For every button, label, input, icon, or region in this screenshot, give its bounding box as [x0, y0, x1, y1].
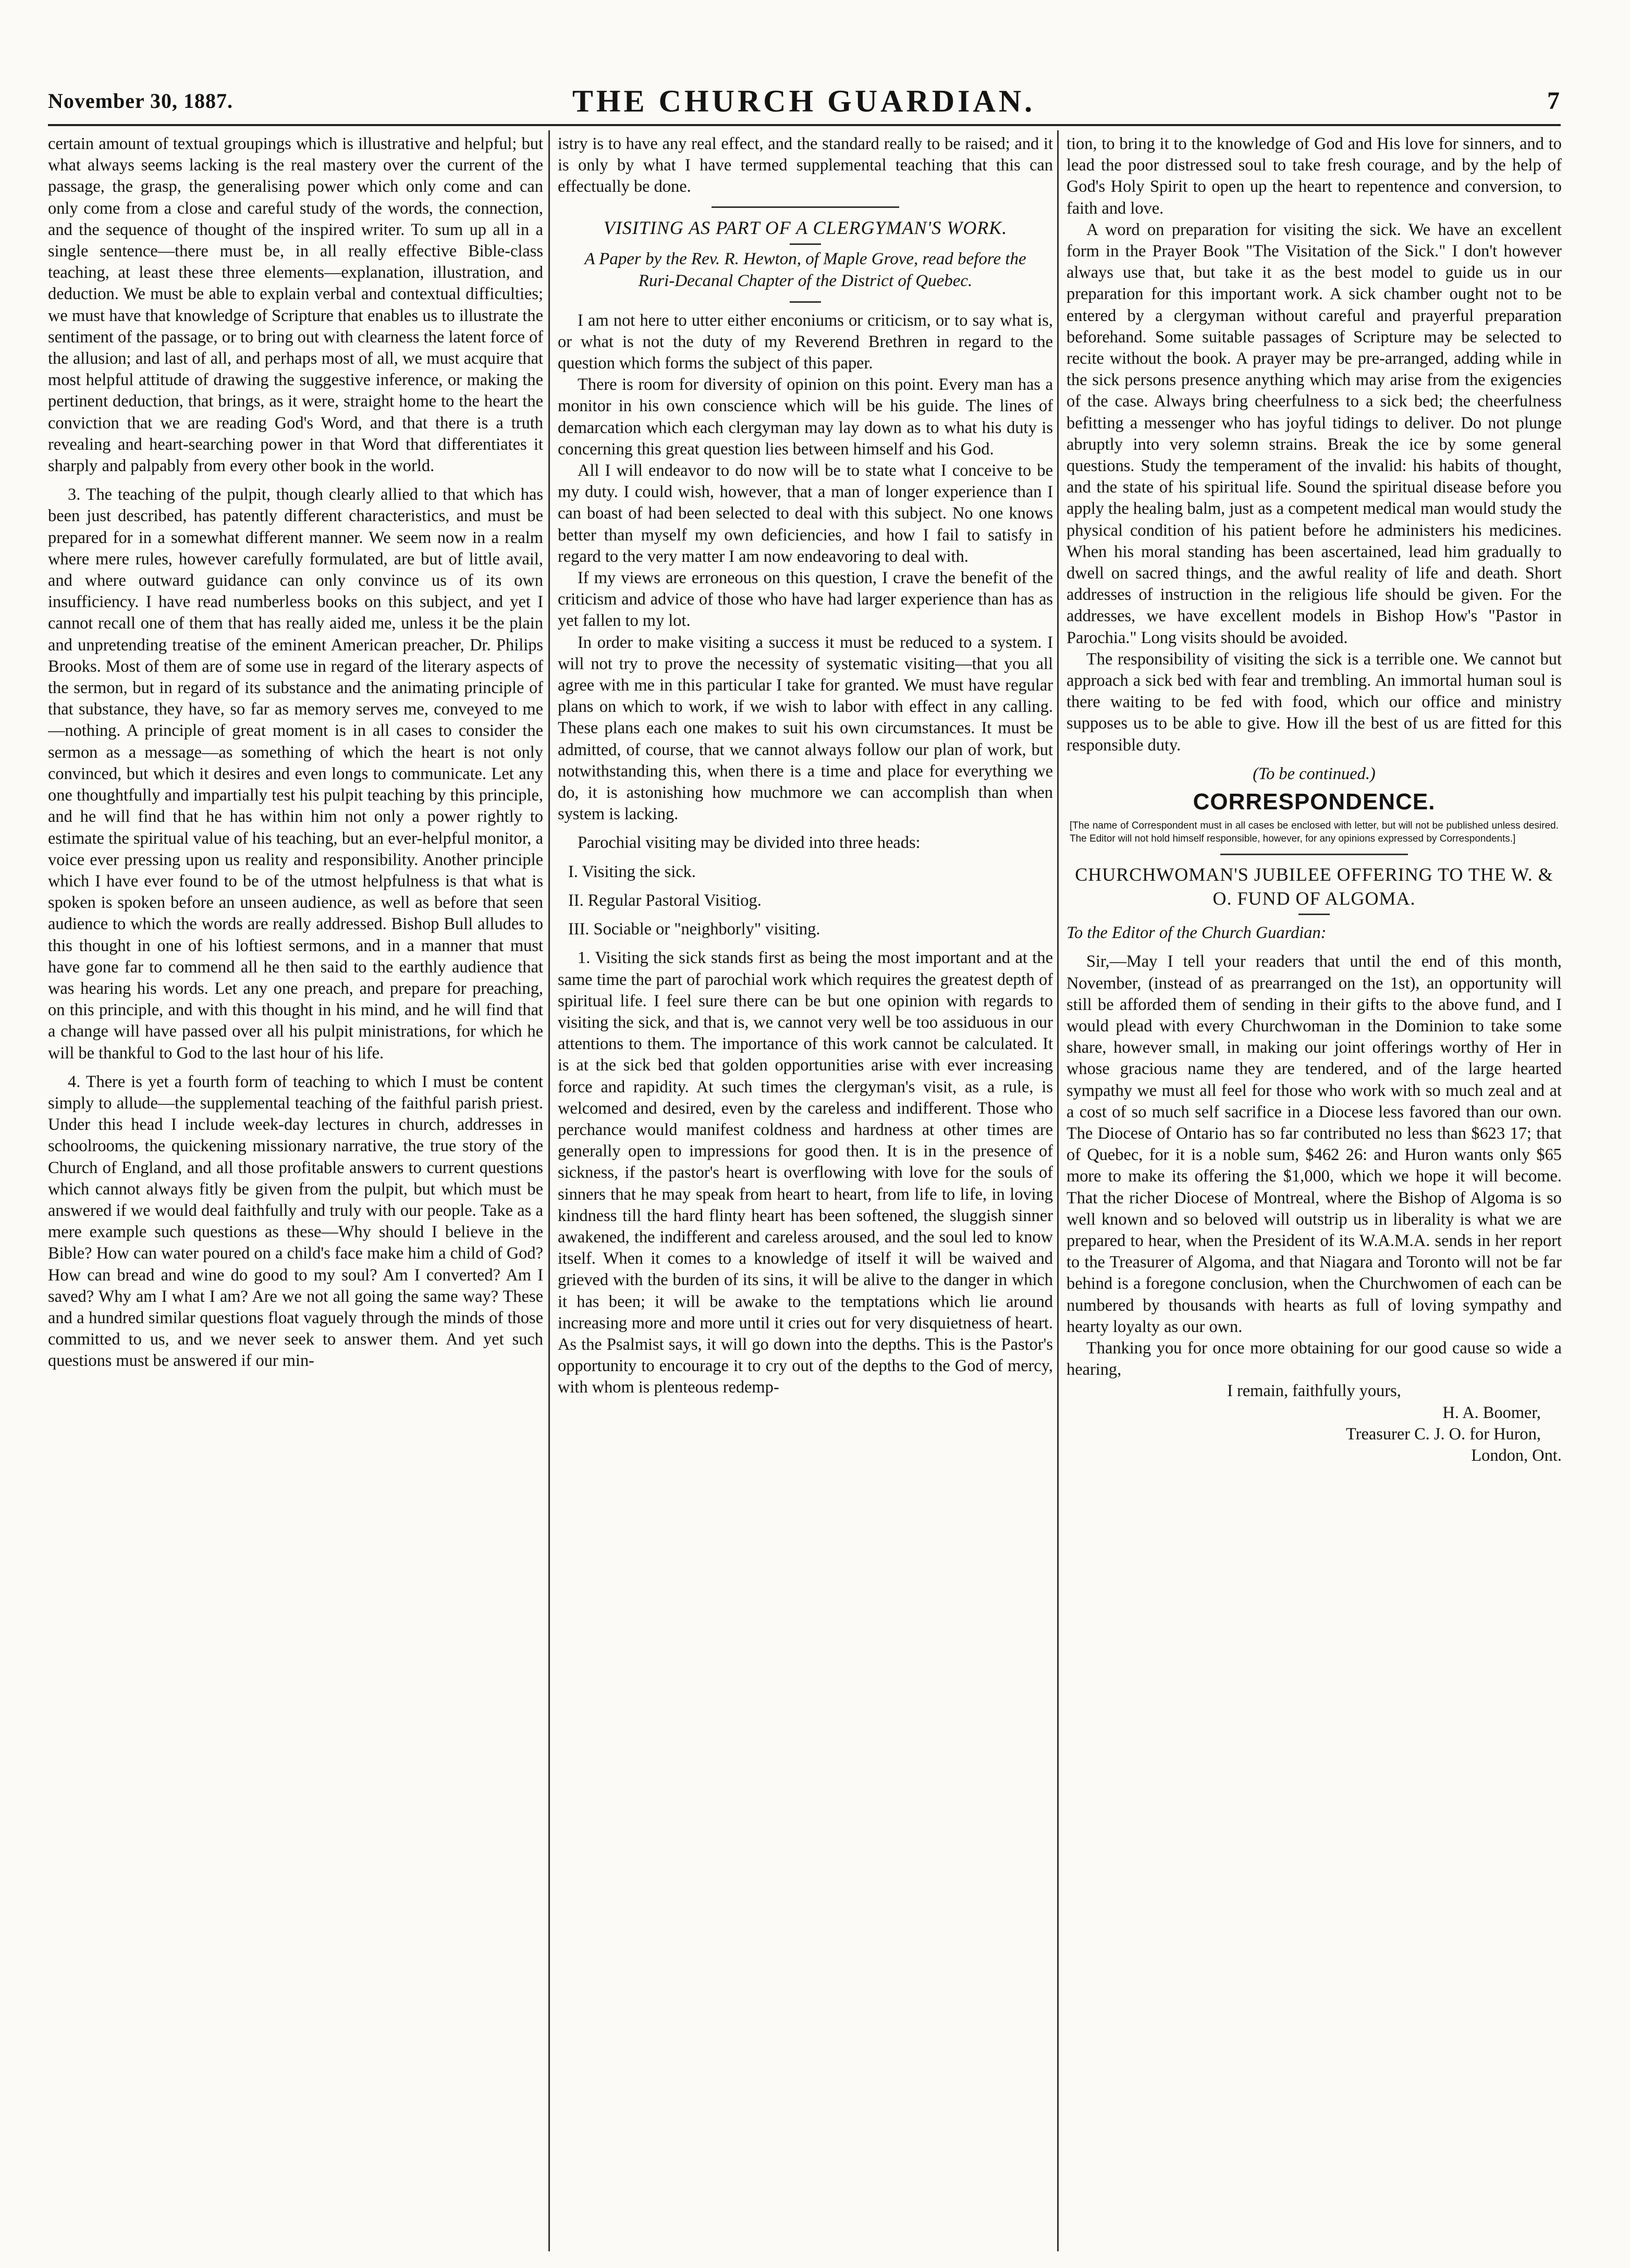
article-paragraph: The responsibility of visiting the sick is a terrible one. We cannot but approach a sick bed with fear and trembling. An immortal human soul is there waiting to be fed with food, which our office and ministry supposes us to be able to give. How ill the best of us are fitted for this responsible duty. — [1067, 649, 1562, 755]
article-paragraph: All I will endeavor to do now will be to state what I conceive to be my duty. I could wish, however, that a man of longer experience than I can boast of had been selected to deal with this subject. No one knows better than myself my own deficiencies, and how I fail to satisfy in regard to the very matter I am now endeavoring to deal with. — [558, 461, 1053, 566]
article-paragraph: A word on preparation for visiting the sick. We have an excellent form in the Prayer Book "The Visitation of the Sick." I don't however always use that, but take it as the best model to guide us in our preparation for this important work. A sick chamber ought not to be entered by a clergyman without careful and prayerful preparation beforehand. Some suitable passages of Scripture may be selected to recite without the book. A prayer may be pre-arranged, adding while in the sick persons presence anything which may arise from the exigencies of the case. Always bring cheerfulness to a sick bed; the cheerfulness befitting a messenger who has joyful tidings to deliver. Do not plunge abruptly into very solemn strains. Break the ice by some general questions. Study the temperament of the invalid: his habits of thought, and the state of his spiritual life. Sound the spiritual disease before you apply the healing balm, just as a competent medical man would study the physical condition of his patient before he administers his medicines. When his moral standing has been ascertained, lead him gradually to dwell on sacred things, and the awful reality of life and death. Short addresses of instruction in the religious life should be given. For the addresses, we have excellent models in Bishop How's "Pastor in Parochia." Long visits should be avoided. — [1067, 220, 1562, 647]
article-byline: A Paper by the Rev. R. Hewton, of Maple Grove, read before the Ruri-Decanal Chapter of the District of Quebec. — [584, 249, 1026, 290]
correspondence-heading: CORRESPONDENCE. — [1193, 789, 1436, 815]
editorial-note: [The name of Correspondent must in all cases be enclosed with letter, but will not be published unless desired. The Editor will not hold himself responsible, however, for any opinions expressed by Correspondents.] — [1070, 820, 1559, 845]
article-paragraph: 4. There is yet a fourth form of teaching to which I must be content simply to allude—the supplemental teaching of the faithful parish priest. Under this head I include week-day lectures in church, addresses in schoolrooms, the quickening missionary narrative, the true story of the Church of England, and all those profitable answers to current questions which cannot always fitly be given from the pulpit, but which must be answered if we would deal faithfully and truly with our people. Take as a mere example such questions as these—Why should I believe in the Bible? How can water poured on a child's face make him a child of God? How can bread and wine do good to my soul? Am I converted? Am I saved? Why am I what I am? Are we not all going the same way? These and a hundred similar questions float vaguely through the minds of those committed to us, and we never seek to answer them. And yet such questions must be answered if our min- — [48, 1072, 543, 1371]
letter-heading: CHURCHWOMAN'S JUBILEE OFFERING TO THE W. & O. FUND OF ALGOMA. — [1075, 864, 1553, 909]
section-rule — [712, 206, 899, 208]
article-paragraph: Sir,—May I tell your readers that until the end of this month, November, (instead of as prearranged on the 1st), an opportunity will still be afforded them of sending in their gifts to the above fund, and I would plead with every Churchwoman in the Dominion to take some share, however small, in making our joint offerings worthy of Her in whose gracious name they are tendered, and of the large hearted sympathy we must all feel for those who work with so much zeal and at a cost of so much self sacrifice in a Diocese less favored than our own. The Diocese of Ontario has so far contributed no less than $623 17; that of Quebec, for it is a noble sum, $462 26: and Huron wants only $65 more to make its offering the $1,000, which we hope it will become. That the richer Diocese of Montreal, where the Bishop of Algoma is so well known and so beloved will outstrip us in liberality is what we are prepared to hear, when the President of its W.A.M.A. sends in her report to the Treasurer of Algoma, and that Niagara and Toronto will not be far behind is a foregone conclusion, when the Churchwomen of each can be numbered by thousands with hearts as full of loving sympathy and hearty loyalty as our own. — [1067, 952, 1562, 1336]
article-paragraph: istry is to have any real effect, and the standard really to be raised; and it is only by what I have termed supplemental teaching that this can effectually be done. — [558, 134, 1053, 196]
article-paragraph: There is room for diversity of opinion on this point. Every man has a monitor in his own conscience which will be his guide. The lines of demarcation which each clergyman may lay down as to what his duty is concerning this great question lies between himself and his God. — [558, 375, 1053, 459]
page-number: 7 — [1547, 87, 1560, 115]
to-be-continued: (To be continued.) — [1253, 764, 1376, 783]
issue-date: November 30, 1887. — [48, 89, 233, 113]
article-paragraph: Parochial visiting may be divided into three heads: — [578, 833, 921, 853]
letter-salutation: To the Editor of the Church Guardian: — [1067, 923, 1327, 943]
column-divider — [1057, 130, 1059, 2251]
letter-closing: I remain, faithfully yours, — [1227, 1382, 1401, 1401]
signature-place: London, Ont. — [1471, 1446, 1562, 1465]
article-heading: VISITING AS PART OF A CLERGYMAN'S WORK. — [603, 217, 1008, 238]
masthead-rule — [48, 124, 1561, 126]
column-1 — [48, 133, 543, 2244]
heading-dash — [1298, 914, 1330, 915]
article-paragraph: certain amount of textual groupings which is illustrative and helpful; but what always seems lacking is the real mastery over the current of the passage, the grasp, the generalising power which only come and can only come from a close and careful study of the words, the connection, and the sequence of thought of the inspired writer. To sum up all in a single sentence—there must be, in all really effective Bible-class teaching, at least these three elements—explanation, illustration, and deduction. We must be able to explain verbal and contextual difficulties; we must have that knowledge of Scripture that enables us to illustrate the sentiment of the passage, or to bring out with clearness the latent force of the allusion; and last of all, and perhaps most of all, we must acquire that most helpful attitude of drawing the suggestive inference, or making the pertinent deduction, that brings, as it were, straight home to the heart the conviction that we are reading God's Word, and that there is a truth revealing and heart-searching power in that Word that differentiates it sharply and palpably from every other book in the world. — [48, 134, 543, 476]
list-item: III. Sociable or "neighborly" visiting. — [568, 920, 820, 939]
article-paragraph: tion, to bring it to the knowledge of God and His love for sinners, and to lead the poor distressed soul to take fresh courage, and by the help of God's Holy Spirit to open up the heart to repentence and conversion, to faith and love. — [1067, 134, 1562, 218]
heading-dash — [790, 243, 821, 245]
section-rule — [1220, 854, 1408, 855]
article-paragraph: 3. The teaching of the pulpit, though clearly allied to that which has been just described, has patently different characteristics, and must be prepared for in a somewhat different manner. We seem now in a realm where mere rules, however carefully formulated, are but of little avail, and where outward guidance can only convince us of its own insufficiency. I have read numberless books on this subject, and yet I cannot recall one of them that has really aided me, unless it be the plain and unpretending treatise of the eminent American preacher, Dr. Philips Brooks. Most of them are of some use in regard of the literary aspects of the sermon, but in regard of its substance and the animating principle of that substance, they have, so far as memory serves me, conveyed to me—nothing. A principle of great moment is in all cases to consider the sermon as a message—as something of which the heart is not only convinced, but which it desires and even longs to communicate. Let any one thoughtfully and impartially test his pulpit teaching by this principle, and he will find that he has within him not only a power rightly to estimate the spiritual value of his teaching, but an ever-helpful monitor, a voice ever pressing upon us reality and responsibility. Another principle which I have ever found to be of the utmost helpfulness is that what is spoken is spoken before an unseen audience, as well as before that seen audience to which the words are really addressed. Bishop Bull alludes to this thought in one of his loftiest sermons, and in a manner that must have gone far to commend all he then said to the earthly audience that was hearing his words. Let any one preach, and prepare for preaching, on this principle, and with this thought in his mind, and he will find that a change will have passed over all his pulpit ministrations, for which he will be thankful to God to the last hour of his life. — [48, 485, 543, 1063]
list-item: II. Regular Pastoral Visitiog. — [568, 891, 762, 910]
article-paragraph: I am not here to utter either enconiums or criticism, or to say what is, or what is not the duty of my Reverend Brethren in regard to the question which forms the subject of this paper. — [558, 311, 1053, 373]
article-paragraph: 1. Visiting the sick stands first as being the most important and at the same time the part of parochial work which requires the greatest depth of spiritual life. I feel sure there can be but one opinion with regards to visiting the sick, and that is, we cannot very well be too assiduous in our attentions to them. The importance of this work cannot be calculated. It is at the sick bed that golden opportunities arise with ever increasing force and rapidity. At such times the clergyman's visit, as a rule, is welcomed and desired, even by the careless and indifferent. Those who perchance would manifest coldness and hardness at other times are generally open to impressions for good then. It is in the presence of sickness, if the pastor's heart is overflowing with love for the souls of sinners that he may speak from heart to heart, from life to life, in loving kindness till the hard flinty heart has been softened, the sluggish sinner awakened, the indifferent and careless aroused, and the soul led to know itself. When it comes to a knowledge of itself it will be waived and grieved with the burden of its sins, it will be alive to the danger in which it has been; it will be awake to the temptations which lie around increasing more and more until it cries out for very disquietness of heart. As the Psalmist says, it will go down into the depths. This is the Pastor's opportunity to encourage it to cry out of the depths to the God of mercy, with whom is plenteous redemp- — [558, 948, 1053, 1397]
column-3 — [1067, 133, 1562, 2244]
column-divider — [548, 130, 550, 2251]
masthead — [48, 83, 1560, 120]
article-paragraph: Thanking you for once more obtaining for our good cause so wide a hearing, — [1067, 1338, 1562, 1379]
list-item: I. Visiting the sick. — [568, 862, 696, 881]
byline-dash — [790, 301, 821, 303]
signature-name: H. A. Boomer, — [1442, 1403, 1541, 1422]
column-2 — [558, 133, 1053, 2244]
article-paragraph: In order to make visiting a success it must be reduced to a system. I will not try to prove the necessity of systematic visiting—that you all agree with me in this particular I take for granted. We must have regular plans on which to work, if we wish to labor with effect in any calling. These plans each one makes to suit his own circumstances. It must be admitted, of course, that we cannot always follow our plan of work, but notwithstanding this, when there is a time and place for everything we do, it is astonishing how muchmore we can accomplish than when system is lacking. — [558, 633, 1053, 824]
newspaper-title: THE CHURCH GUARDIAN. — [572, 84, 1036, 118]
article-paragraph: If my views are erroneous on this question, I crave the benefit of the criticism and advice of those who have had larger experience than has as yet fallen to my lot. — [558, 569, 1053, 631]
signature-title: Treasurer C. J. O. for Huron, — [1346, 1424, 1541, 1444]
